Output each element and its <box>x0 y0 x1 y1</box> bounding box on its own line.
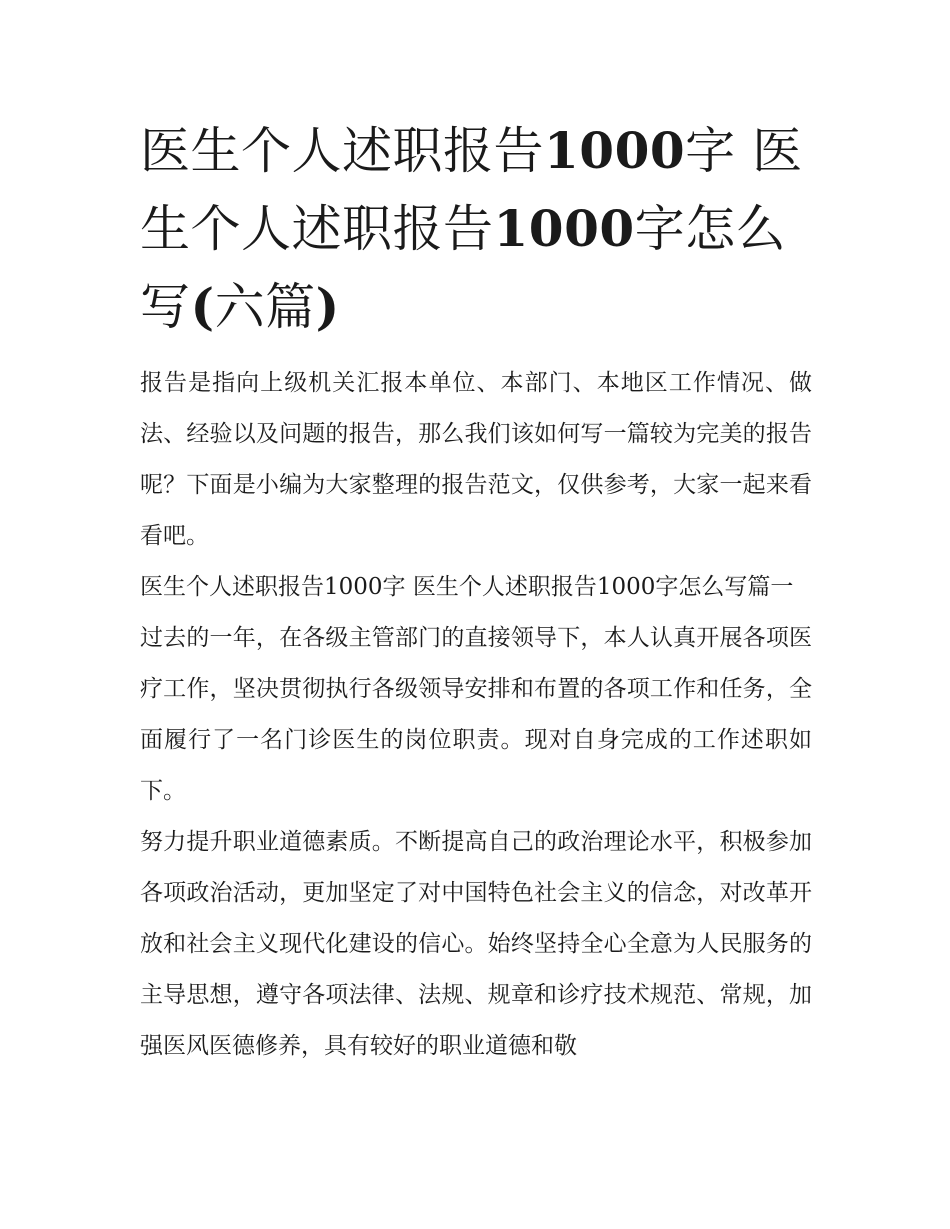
document-title: 医生个人述职报告1000字 医生个人述职报告1000字怎么写(六篇) <box>140 121 803 336</box>
body-paragraph: 努力提升职业道德素质。不断提高自己的政治理论水平，积极参加各项政治活动，更加坚定了对中国特色社会主义的信念，对改革开放和社会主义现代化建设的信心。始终坚持全心全意为人民服务的主导思想，遵守各项法律、法规、规章和诊疗技术规范、常规，加强医风医德修养，具有较好的职业道德和敬 <box>140 829 812 1059</box>
document-page <box>140 112 812 1072</box>
body-paragraph: 过去的一年，在各级主管部门的直接领导下，本人认真开展各项医疗工作，坚决贯彻执行各级领导安排和布置的各项工作和任务，全面履行了一名门诊医生的岗位职责。现对自身完成的工作述职如下。 <box>140 625 812 804</box>
section-heading: 医生个人述职报告1000字 医生个人述职报告1000字怎么写篇一 <box>140 574 794 600</box>
intro-paragraph: 报告是指向上级机关汇报本单位、本部门、本地区工作情况、做法、经验以及问题的报告，那么我们该如何写一篇较为完美的报告呢？下面是小编为大家整理的报告范文，仅供参考，大家一起来看看吧。 <box>140 370 812 549</box>
